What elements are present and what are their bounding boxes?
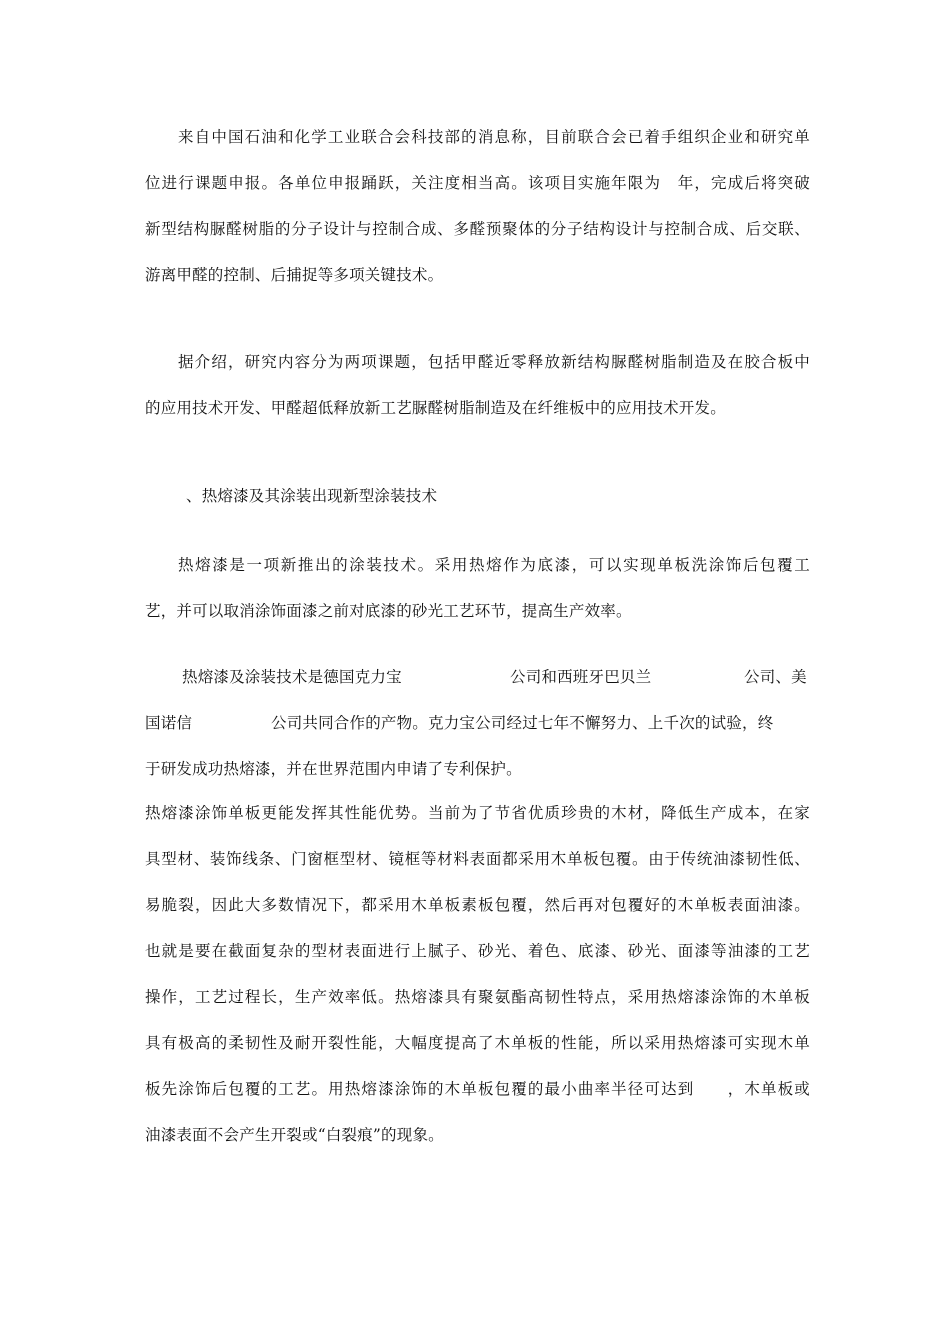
paragraph-1-line-2: 位进行课题申报。各单位申报踊跃，关注度相当高。该项目实施年限为 年，完成后将突破: [145, 174, 810, 192]
paragraph-5-line-1: 热熔漆涂饰单板更能发挥其性能优势。当前为了节省优质珍贵的木材，降低生产成本，在家: [145, 804, 810, 822]
paragraph-1-line-4: 游离甲醛的控制、后捕捉等多项关键技术。: [145, 266, 444, 284]
paragraph-5-line-8: 油漆表面不会产生开裂或“白裂痕”的现象。: [145, 1126, 444, 1144]
paragraph-5-line-2: 具型材、装饰线条、门窗框型材、镜框等材料表面都采用木单板包覆。由于传统油漆韧性低、: [145, 850, 810, 868]
paragraph-4-line-2-part-a: 国诺信: [145, 714, 193, 732]
paragraph-3-line-1: 热熔漆是一项新推出的涂装技术。采用热熔作为底漆，可以实现单板洗涂饰后包覆工: [178, 556, 810, 574]
paragraph-4-line-2: [145, 713, 810, 733]
paragraph-2-line-1: 据介绍，研究内容分为两项课题，包括甲醛近零释放新结构脲醛树脂制造及在胶合板中: [178, 353, 810, 371]
paragraph-4-line-3: 于研发成功热熔漆，并在世界范围内申请了专利保护。: [145, 760, 522, 778]
paragraph-5-line-5: 操作，工艺过程长，生产效率低。热熔漆具有聚氨酯高韧性特点，采用热熔漆涂饰的木单板: [145, 988, 810, 1006]
paragraph-1-line-3: 新型结构脲醛树脂的分子设计与控制合成、多醛预聚体的分子结构设计与控制合成、后交联、: [145, 220, 810, 238]
section-heading: 、热熔漆及其涂装出现新型涂装技术: [186, 487, 438, 505]
paragraph-4-line-2-part-b: 公司共同合作的产物。克力宝公司经过七年不懈努力、上千次的试验，终: [271, 714, 774, 732]
paragraph-5-line-7: 板先涂饰后包覆的工艺。用热熔漆涂饰的木单板包覆的最小曲率半径可达到 ，木单板或: [145, 1080, 810, 1098]
paragraph-2-line-2: 的应用技术开发、甲醛超低释放新工艺脲醛树脂制造及在纤维板中的应用技术开发。: [145, 399, 726, 417]
paragraph-4-line-1: [145, 667, 810, 687]
paragraph-4-line-1-part-b: 公司和西班牙巴贝兰: [510, 668, 652, 686]
paragraph-4-line-1-part-a: 热熔漆及涂装技术是德国克力宝: [182, 668, 402, 686]
paragraph-5-line-6: 具有极高的柔韧性及耐开裂性能，大幅度提高了木单板的性能，所以采用热熔漆可实现木单: [145, 1034, 810, 1052]
paragraph-5-line-4: 也就是要在截面复杂的型材表面进行上腻子、砂光、着色、底漆、砂光、面漆等油漆的工艺: [145, 942, 810, 960]
paragraph-4-line-1-part-c: 公司、美: [744, 668, 807, 686]
paragraph-1-line-1: 来自中国石油和化学工业联合会科技部的消息称，目前联合会已着手组织企业和研究单: [178, 128, 810, 146]
paragraph-3-line-2: 艺，并可以取消涂饰面漆之前对底漆的砂光工艺环节，提高生产效率。: [145, 602, 632, 620]
paragraph-5-line-3: 易脆裂，因此大多数情况下，都采用木单板素板包覆，然后再对包覆好的木单板表面油漆。: [145, 896, 810, 914]
